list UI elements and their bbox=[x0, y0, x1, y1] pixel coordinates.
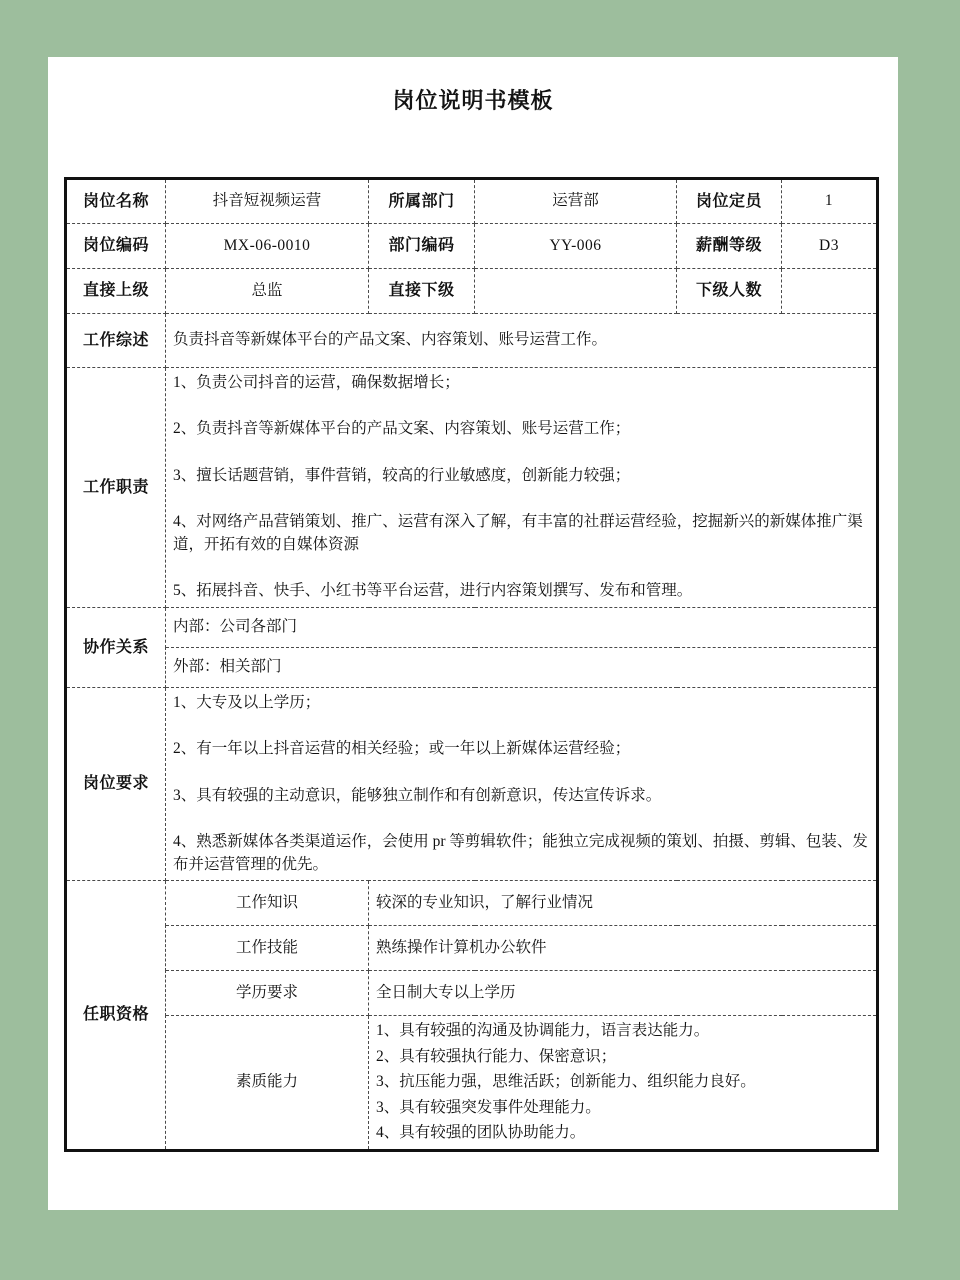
table-row bbox=[66, 224, 878, 269]
duty-item: 1、负责公司抖音的运营，确保数据增长； bbox=[173, 374, 460, 391]
value-job-requirements bbox=[166, 687, 878, 880]
table-row bbox=[66, 1016, 878, 1150]
table-row bbox=[66, 687, 878, 880]
value-collaboration-internal: 内部：公司各部门 bbox=[166, 607, 878, 647]
table-row bbox=[66, 314, 878, 368]
label-department-code: 部门编码 bbox=[369, 224, 475, 269]
label-job-summary: 工作综述 bbox=[66, 314, 166, 368]
table-row bbox=[66, 368, 878, 608]
duty-item: 3、擅长话题营销，事件营销，较高的行业敏感度，创新能力较强； bbox=[173, 466, 631, 484]
quality-item: 3、抗压能力强，思维活跃；创新能力、组织能力良好。 bbox=[376, 1073, 756, 1091]
quality-item: 4、具有较强的团队协助能力。 bbox=[376, 1124, 586, 1142]
table-row bbox=[66, 881, 878, 926]
value-collaboration-external: 外部：相关部门 bbox=[166, 647, 878, 687]
label-qualifications: 任职资格 bbox=[66, 881, 166, 1150]
value-direct-subordinate bbox=[475, 269, 677, 314]
label-direct-subordinate: 直接下级 bbox=[369, 269, 475, 314]
value-job-summary: 负责抖音等新媒体平台的产品文案、内容策划、账号运营工作。 bbox=[166, 314, 878, 368]
value-job-code: MX-06-0010 bbox=[166, 224, 369, 269]
table-row bbox=[66, 971, 878, 1016]
table-row bbox=[66, 269, 878, 314]
label-education-requirement: 学历要求 bbox=[166, 971, 369, 1016]
quality-item: 1、具有较强的沟通及协调能力，语言表达能力。 bbox=[376, 1022, 710, 1040]
quality-item: 2、具有较强执行能力、保密意识； bbox=[376, 1047, 617, 1065]
label-direct-supervisor: 直接上级 bbox=[66, 269, 166, 314]
table-row bbox=[66, 926, 878, 971]
label-salary-grade: 薪酬等级 bbox=[677, 224, 782, 269]
value-salary-grade: D3 bbox=[782, 224, 878, 269]
requirement-item: 1、大专及以上学历； bbox=[173, 693, 321, 711]
quality-item: 3、具有较强突发事件处理能力。 bbox=[376, 1098, 601, 1116]
label-job-duties: 工作职责 bbox=[66, 368, 166, 608]
duty-item: 5、拓展抖音、快手、小红书等平台运营，进行内容策划撰写、发布和管理。 bbox=[173, 582, 693, 600]
value-quality-ability bbox=[369, 1016, 878, 1150]
value-education-requirement: 全日制大专以上学历 bbox=[369, 971, 878, 1016]
label-quality-ability: 素质能力 bbox=[166, 1016, 369, 1150]
label-job-requirements: 岗位要求 bbox=[66, 687, 166, 880]
requirement-item: 4、熟悉新媒体各类渠道运作，会使用 pr 等剪辑软件；能独立完成视频的策划、拍摄、剪辑、包装、发布并运营管理的优先。 bbox=[173, 833, 868, 873]
value-headcount: 1 bbox=[782, 179, 878, 224]
value-department: 运营部 bbox=[475, 179, 677, 224]
duty-item: 2、负责抖音等新媒体平台的产品文案、内容策划、账号运营工作； bbox=[173, 420, 631, 438]
value-subordinate-count bbox=[782, 269, 878, 314]
label-job-title: 岗位名称 bbox=[66, 179, 166, 224]
table-row bbox=[66, 607, 878, 647]
value-job-duties bbox=[166, 368, 878, 608]
job-description-table bbox=[64, 177, 879, 1152]
label-subordinate-count: 下级人数 bbox=[677, 269, 782, 314]
table-row bbox=[66, 647, 878, 687]
value-department-code: YY-006 bbox=[475, 224, 677, 269]
label-department: 所属部门 bbox=[369, 179, 475, 224]
value-direct-supervisor: 总监 bbox=[166, 269, 369, 314]
page-title: 岗位说明书模板 bbox=[392, 88, 554, 113]
requirement-item: 2、有一年以上抖音运营的相关经验；或一年以上新媒体运营经验； bbox=[173, 740, 631, 758]
label-collaboration: 协作关系 bbox=[66, 607, 166, 687]
label-work-knowledge: 工作知识 bbox=[166, 881, 369, 926]
requirement-item: 3、具有较强的主动意识，能够独立制作和有创新意识，传达宣传诉求。 bbox=[173, 786, 662, 804]
label-headcount: 岗位定员 bbox=[677, 179, 782, 224]
value-work-knowledge: 较深的专业知识，了解行业情况 bbox=[369, 881, 878, 926]
document-page bbox=[48, 57, 898, 1210]
table-row bbox=[66, 179, 878, 224]
duty-item: 4、对网络产品营销策划、推广、运营有深入了解，有丰富的社群运营经验，挖掘新兴的新媒体推广渠道，开拓有效的自媒体资源 bbox=[173, 513, 863, 553]
label-job-code: 岗位编码 bbox=[66, 224, 166, 269]
label-work-skill: 工作技能 bbox=[166, 926, 369, 971]
value-job-title: 抖音短视频运营 bbox=[166, 179, 369, 224]
value-work-skill: 熟练操作计算机办公软件 bbox=[369, 926, 878, 971]
